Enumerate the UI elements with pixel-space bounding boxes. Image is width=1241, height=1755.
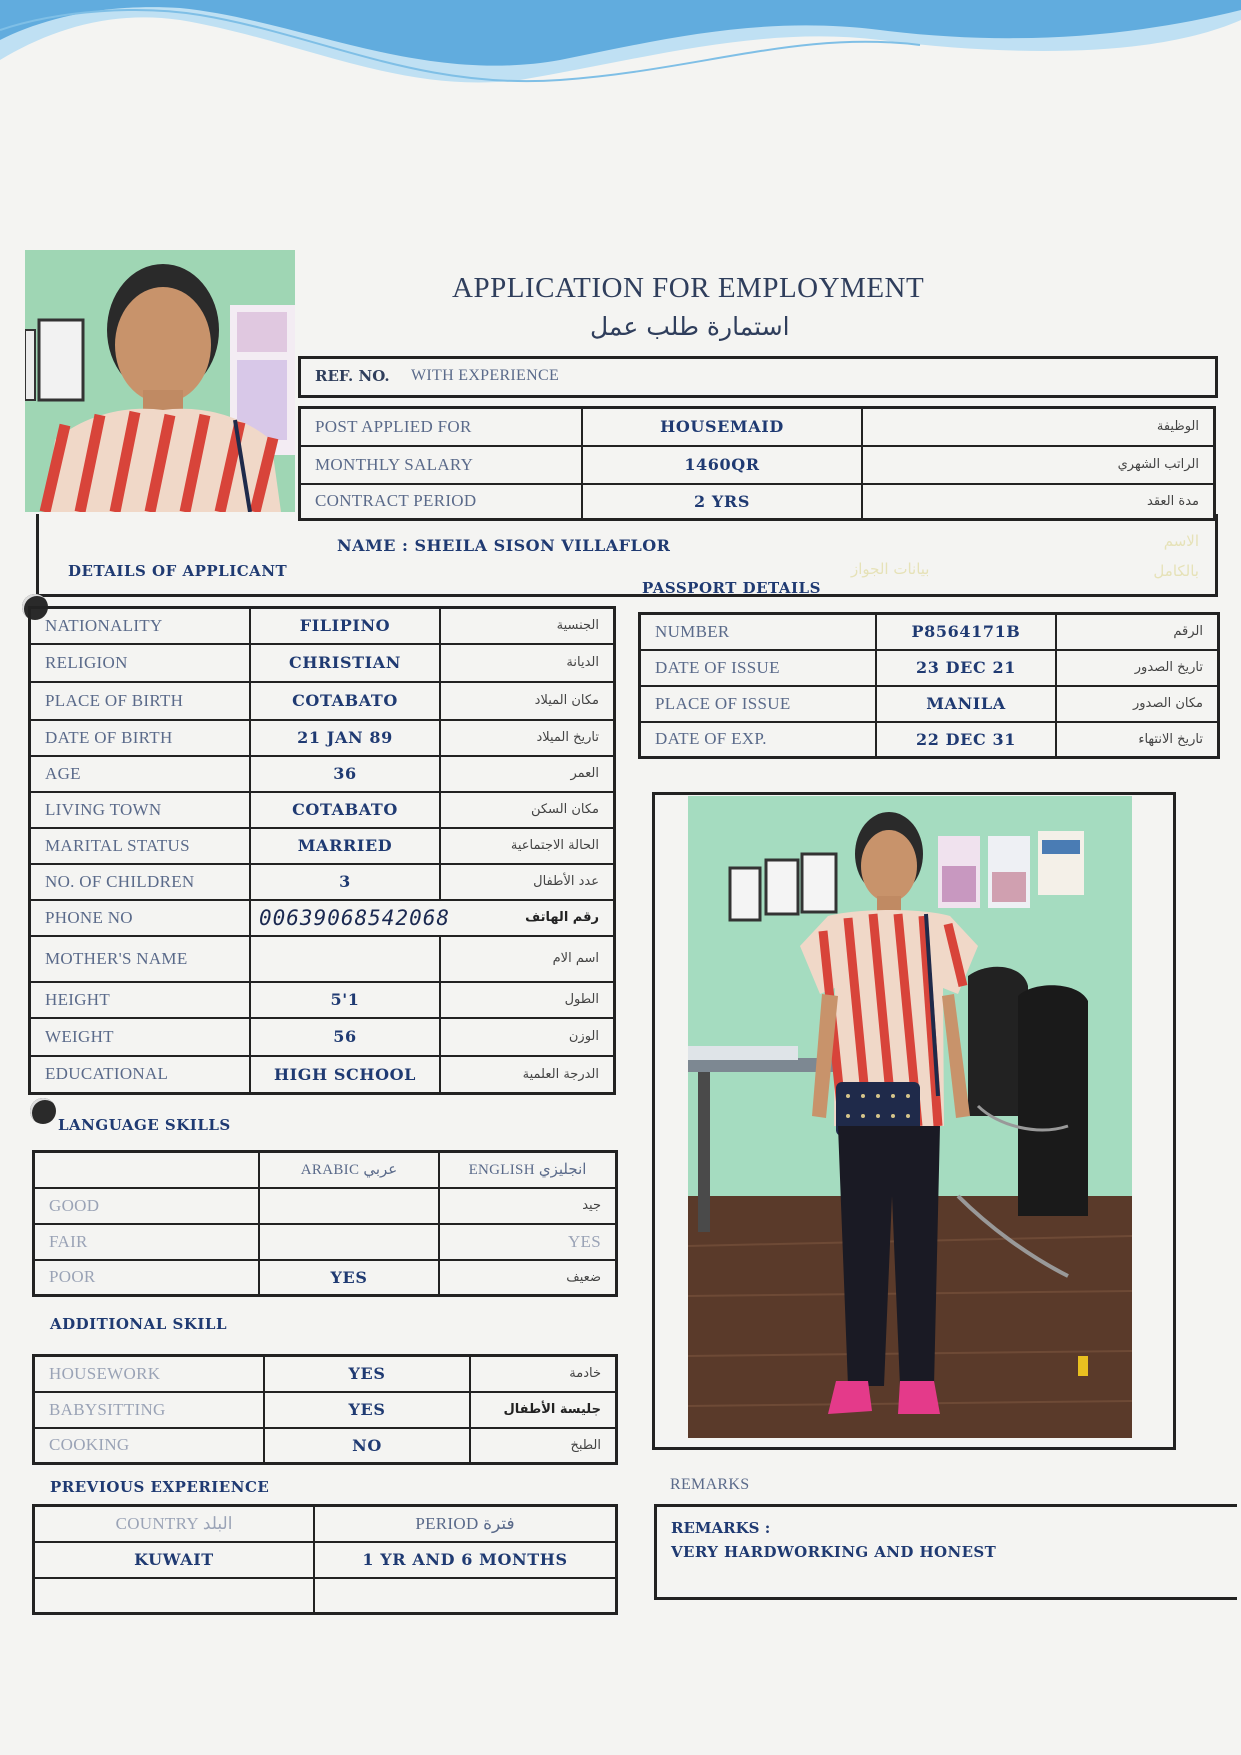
table-row	[640, 614, 1219, 650]
table-row	[34, 1578, 617, 1614]
religion-arabic-label: الديانة	[440, 644, 615, 682]
living-town-arabic-label: مكان السكن	[440, 792, 615, 828]
table-row	[300, 446, 1215, 484]
education-arabic-label: الدرجة العلمية	[440, 1056, 615, 1094]
remarks-heading: REMARKS	[670, 1476, 750, 1493]
phone-arabic-label: رقم الهاتف	[525, 909, 599, 925]
fair-english-value: YES	[439, 1224, 617, 1260]
height-value: 5'1	[250, 982, 440, 1018]
experience-country: KUWAIT	[34, 1542, 315, 1578]
good-arabic-value	[259, 1188, 439, 1224]
contract-value: 2 YRS	[582, 484, 862, 520]
table-row	[34, 1260, 617, 1296]
date-of-birth-label: DATE OF BIRTH	[30, 720, 251, 756]
table-row	[30, 1018, 615, 1056]
table-row	[640, 650, 1219, 686]
applicant-name: NAME : SHEILA SISON VILLAFLOR	[337, 536, 671, 555]
language-skills-table	[32, 1150, 618, 1297]
expiry-date-arabic-label: تاريخ الانتهاء	[1056, 722, 1219, 758]
name-arabic-label-line1: الاسم	[1163, 532, 1199, 550]
name-arabic-label-line2: بالكامل	[1153, 562, 1199, 580]
previous-experience-table	[32, 1504, 618, 1615]
place-of-birth-label: PLACE OF BIRTH	[30, 682, 251, 720]
fair-label: FAIR	[34, 1224, 260, 1260]
marital-status-value: MARRIED	[250, 828, 440, 864]
table-row	[30, 682, 615, 720]
good-label: GOOD	[34, 1188, 260, 1224]
weight-value: 56	[250, 1018, 440, 1056]
mothers-name-arabic-label: اسم الام	[440, 936, 615, 982]
additional-skill-heading: ADDITIONAL SKILL	[50, 1315, 228, 1333]
passport-number-value: P8564171B	[876, 614, 1056, 650]
salary-arabic-label: الراتب الشهري	[862, 446, 1215, 484]
issue-date-value: 23 DEC 21	[876, 650, 1056, 686]
living-town-value: COTABATO	[250, 792, 440, 828]
contract-arabic-label: مدة العقد	[862, 484, 1215, 520]
table-row	[30, 900, 615, 936]
table-row	[30, 982, 615, 1018]
housework-value: YES	[264, 1356, 470, 1392]
post-arabic-label: الوظيفة	[862, 408, 1215, 446]
table-row	[30, 644, 615, 682]
table-row	[30, 756, 615, 792]
remarks-box	[654, 1504, 1237, 1600]
phone-value-handwritten	[250, 900, 615, 936]
issue-date-arabic-label: تاريخ الصدور	[1056, 650, 1219, 686]
religion-value: CHRISTIAN	[250, 644, 440, 682]
nationality-arabic-label: الجنسية	[440, 608, 615, 644]
table-row	[30, 936, 615, 982]
mothers-name-value	[250, 936, 440, 982]
children-label: NO. OF CHILDREN	[30, 864, 251, 900]
contract-label: CONTRACT PERIOD	[300, 484, 583, 520]
remarks-label: REMARKS :	[671, 1519, 771, 1537]
ref-number-value: WITH EXPERIENCE	[411, 367, 560, 384]
table-row	[34, 1356, 617, 1392]
table-row	[34, 1428, 617, 1464]
table-row	[34, 1152, 617, 1188]
applicant-name-box	[36, 514, 1218, 597]
table-row	[34, 1188, 617, 1224]
previous-experience-heading: PREVIOUS EXPERIENCE	[50, 1478, 270, 1496]
expiry-date-label: DATE OF EXP.	[640, 722, 877, 758]
language-skills-heading: LANGUAGE SKILLS	[58, 1116, 231, 1134]
table-row	[34, 1392, 617, 1428]
applicant-portrait-photo	[25, 250, 295, 512]
cooking-arabic-label: الطبخ	[470, 1428, 617, 1464]
post-value: HOUSEMAID	[582, 408, 862, 446]
header-wave-graphic	[0, 0, 1241, 110]
table-row	[300, 408, 1215, 446]
children-arabic-label: عدد الأطفال	[440, 864, 615, 900]
english-column-header: ENGLISH انجليزي	[439, 1152, 617, 1188]
salary-label: MONTHLY SALARY	[300, 446, 583, 484]
country-column-header: COUNTRY البلد	[34, 1506, 315, 1542]
phone-label: PHONE NO	[30, 900, 251, 936]
passport-number-arabic-label: الرقم	[1056, 614, 1219, 650]
passport-details-heading: PASSPORT DETAILS	[642, 579, 821, 597]
passport-details-table	[638, 612, 1220, 759]
salary-value: 1460QR	[582, 446, 862, 484]
date-of-birth-arabic-label: تاريخ الميلاد	[440, 720, 615, 756]
arabic-column-header: ARABIC عربي	[259, 1152, 439, 1188]
table-row	[30, 828, 615, 864]
issue-place-arabic-label: مكان الصدور	[1056, 686, 1219, 722]
fair-arabic-value	[259, 1224, 439, 1260]
good-english-value: جيد	[439, 1188, 617, 1224]
education-value: HIGH SCHOOL	[250, 1056, 440, 1094]
applicant-full-body-photo	[688, 796, 1132, 1438]
marital-status-label: MARITAL STATUS	[30, 828, 251, 864]
poor-english-value: ضعيف	[439, 1260, 617, 1296]
experience-period: 1 YR AND 6 MONTHS	[314, 1542, 617, 1578]
babysitting-label: BABYSITTING	[34, 1392, 265, 1428]
babysitting-value: YES	[264, 1392, 470, 1428]
remarks-text: VERY HARDWORKING AND HONEST	[671, 1543, 997, 1561]
additional-skills-table	[32, 1354, 618, 1465]
period-column-header: PERIOD فترة	[314, 1506, 617, 1542]
housework-label: HOUSEWORK	[34, 1356, 265, 1392]
table-row	[640, 722, 1219, 758]
age-arabic-label: العمر	[440, 756, 615, 792]
post-details-table	[298, 406, 1216, 521]
issue-place-value: MANILA	[876, 686, 1056, 722]
issue-place-label: PLACE OF ISSUE	[640, 686, 877, 722]
passport-number-label: NUMBER	[640, 614, 877, 650]
experience-period	[314, 1578, 617, 1614]
children-value: 3	[250, 864, 440, 900]
issue-date-label: DATE OF ISSUE	[640, 650, 877, 686]
language-header-blank	[34, 1152, 260, 1188]
table-row	[34, 1542, 617, 1578]
punch-hole	[30, 1098, 56, 1124]
table-row	[30, 608, 615, 644]
ref-number-label: REF. NO.	[315, 367, 390, 385]
post-label: POST APPLIED FOR	[300, 408, 583, 446]
nationality-value: FILIPINO	[250, 608, 440, 644]
cooking-value: NO	[264, 1428, 470, 1464]
table-row	[30, 864, 615, 900]
passport-arabic-heading: بيانات الجواز	[851, 560, 930, 578]
form-title: APPLICATION FOR EMPLOYMENT	[452, 272, 925, 304]
height-label: HEIGHT	[30, 982, 251, 1018]
place-of-birth-arabic-label: مكان الميلاد	[440, 682, 615, 720]
poor-arabic-value: YES	[259, 1260, 439, 1296]
marital-status-arabic-label: الحالة الاجتماعية	[440, 828, 615, 864]
table-row	[30, 720, 615, 756]
ref-number-box	[298, 356, 1218, 398]
living-town-label: LIVING TOWN	[30, 792, 251, 828]
housework-arabic-label: خادمة	[470, 1356, 617, 1392]
experience-country	[34, 1578, 315, 1614]
age-label: AGE	[30, 756, 251, 792]
religion-label: RELIGION	[30, 644, 251, 682]
details-of-applicant-heading: DETAILS OF APPLICANT	[68, 562, 288, 580]
cooking-label: COOKING	[34, 1428, 265, 1464]
table-row	[640, 686, 1219, 722]
mothers-name-label: MOTHER'S NAME	[30, 936, 251, 982]
height-arabic-label: الطول	[440, 982, 615, 1018]
form-title-arabic: استمارة طلب عمل	[590, 312, 790, 341]
table-row	[34, 1506, 617, 1542]
applicant-details-table	[28, 606, 616, 1095]
expiry-date-value: 22 DEC 31	[876, 722, 1056, 758]
table-row	[34, 1224, 617, 1260]
poor-label: POOR	[34, 1260, 260, 1296]
nationality-label: NATIONALITY	[30, 608, 251, 644]
date-of-birth-value: 21 JAN 89	[250, 720, 440, 756]
table-row	[30, 1056, 615, 1094]
weight-arabic-label: الوزن	[440, 1018, 615, 1056]
weight-label: WEIGHT	[30, 1018, 251, 1056]
babysitting-arabic-label: جليسة الأطفال	[470, 1392, 617, 1428]
place-of-birth-value: COTABATO	[250, 682, 440, 720]
education-label: EDUCATIONAL	[30, 1056, 251, 1094]
table-row	[30, 792, 615, 828]
age-value: 36	[250, 756, 440, 792]
phone-value: 00639068542068	[259, 905, 451, 930]
